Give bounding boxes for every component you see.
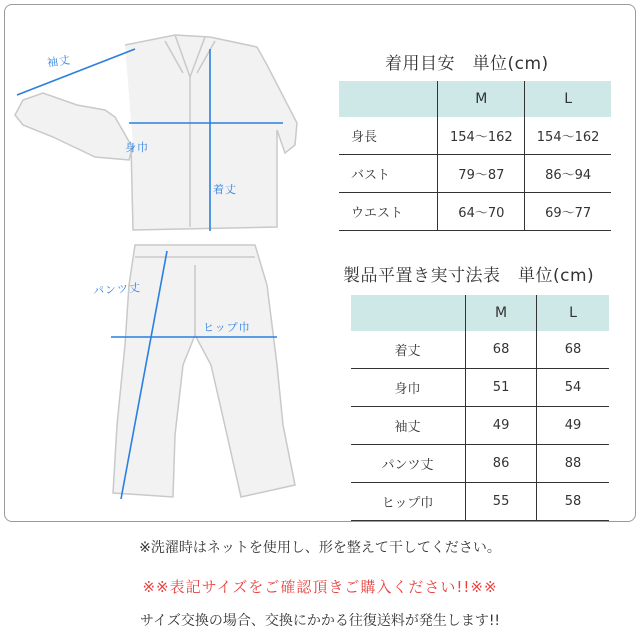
header-blank: [339, 81, 438, 117]
table-row: [351, 331, 609, 369]
cell-m: 64〜70: [438, 193, 525, 231]
cell-l: 154〜162: [525, 117, 611, 155]
confirm-size-warning: ※※表記サイズをご確認頂きご購入ください!!※※: [142, 578, 498, 596]
table-row: [351, 483, 609, 521]
table-row: [339, 193, 611, 231]
row-label: 身巾: [351, 369, 466, 407]
row-label: 袖丈: [351, 407, 466, 445]
header-m: M: [438, 81, 525, 117]
table-row: [339, 117, 611, 155]
table-row: [351, 407, 609, 445]
size-guide-table: [339, 81, 611, 231]
cell-l: 68: [537, 331, 609, 369]
exchange-note: サイズ交換の場合、交換にかかる往復送料が発生します!!: [139, 613, 501, 629]
length-label: 着丈: [213, 183, 237, 196]
row-label: 身長: [339, 117, 438, 155]
wash-note: ※洗濯時はネットを使用し、形を整えて干してください。: [139, 540, 501, 556]
cell-m: 68: [466, 331, 537, 369]
measurements-title: 製品平置き実寸法表 単位(cm): [343, 266, 595, 286]
pants-length-label: パンツ丈: [92, 281, 142, 298]
pajama-illustration: [5, 5, 335, 521]
cell-m: 86: [466, 445, 537, 483]
cell-l: 58: [537, 483, 609, 521]
sleeve-line: [17, 49, 135, 95]
cell-m: 55: [466, 483, 537, 521]
measurements-table: [351, 295, 609, 521]
product-panel: [4, 4, 636, 522]
header-blank: [351, 295, 466, 331]
row-label: ウエスト: [339, 193, 438, 231]
cell-l: 49: [537, 407, 609, 445]
sleeve-label: 袖丈: [46, 53, 72, 70]
row-label: ヒップ巾: [351, 483, 466, 521]
table-header-row: [351, 295, 609, 331]
cell-l: 54: [537, 369, 609, 407]
cell-l: 69〜77: [525, 193, 611, 231]
chest-label: 身巾: [125, 141, 149, 154]
cell-m: 51: [466, 369, 537, 407]
size-guide-title: 着用目安 単位(cm): [385, 54, 549, 74]
cell-l: 86〜94: [525, 155, 611, 193]
hip-label: ヒップ巾: [203, 321, 251, 334]
header-l: L: [525, 81, 611, 117]
table-header-row: [339, 81, 611, 117]
cell-m: 79〜87: [438, 155, 525, 193]
row-label: バスト: [339, 155, 438, 193]
header-m: M: [466, 295, 537, 331]
header-l: L: [537, 295, 609, 331]
table-row: [351, 445, 609, 483]
table-row: [351, 369, 609, 407]
cell-m: 154〜162: [438, 117, 525, 155]
table-row: [339, 155, 611, 193]
cell-m: 49: [466, 407, 537, 445]
cell-l: 88: [537, 445, 609, 483]
row-label: パンツ丈: [351, 445, 466, 483]
row-label: 着丈: [351, 331, 466, 369]
